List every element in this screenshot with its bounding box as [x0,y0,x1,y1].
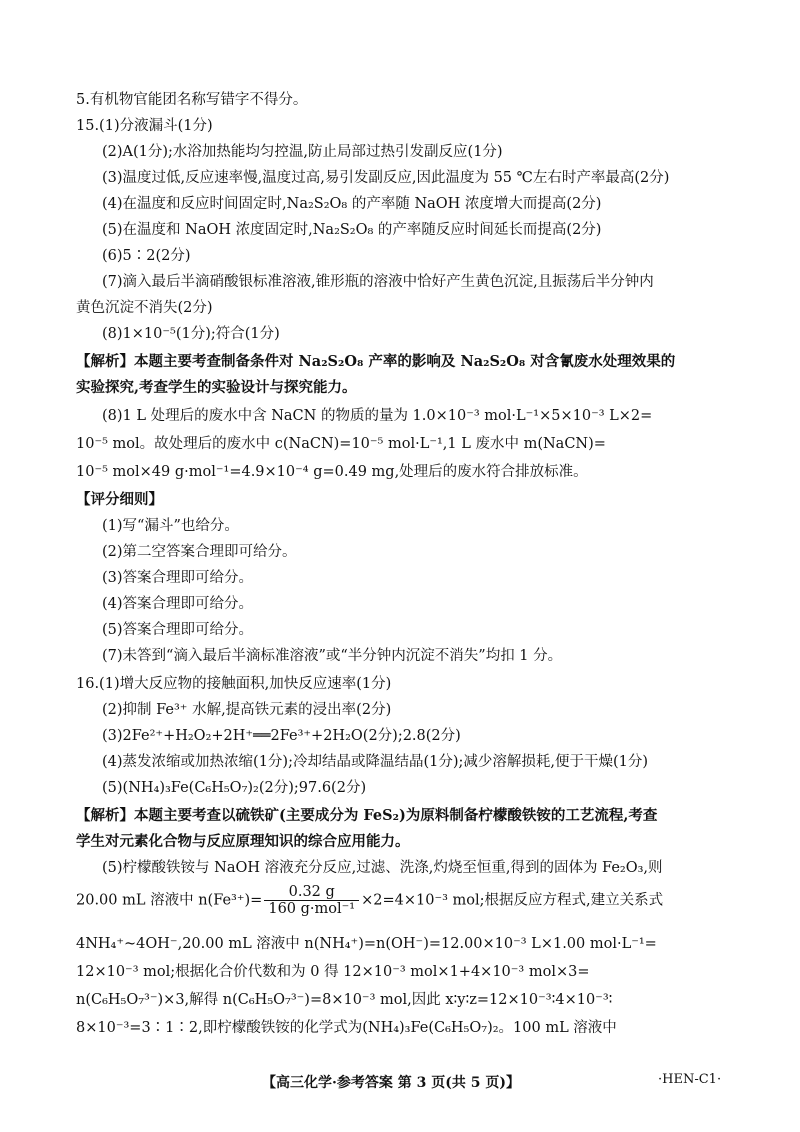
fe-amount-result: ×2=4×10⁻³ mol;根据反应方程式,建立关系式 [361,892,664,909]
q16-analysis-5e: n(C₆H₅O₇³⁻)×3,解得 n(C₆H₅O₇³⁻)=8×10⁻³ mol,因此 x∶y∶z=12×10⁻³∶4×10⁻³∶ [76,992,613,1008]
scoring-rule-4: (4)答案合理即可给分。 [102,596,254,612]
q15-answer-3: (3)温度过低,反应速率慢,温度过高,易引发副反应,因此温度为 55 ℃左右时产率最高(2分) [102,170,670,186]
q15-analysis-cont: 实验探究,考查学生的实验设计与探究能力。 [76,379,357,396]
fe-amount-text: 20.00 mL 溶液中 n(Fe³⁺)= [76,892,263,909]
q16-analysis-5c: 4NH₄⁺~4OH⁻,20.00 mL 溶液中 n(NH₄⁺)=n(OH⁻)=12.00×10⁻³ L×1.00 mol·L⁻¹= [76,936,657,952]
rule-5: 5.有机物官能团名称写错字不得分。 [76,92,308,108]
q16-answer-5: (5)(NH₄)₃Fe(C₆H₅O₇)₂(2分);97.6(2分) [102,780,367,796]
scoring-rule-3: (3)答案合理即可给分。 [102,570,254,586]
page-code: ·HEN-C1· [658,1072,722,1087]
q15-answer-1: 15.(1)分液漏斗(1分) [76,118,213,134]
q15-analysis-8a: (8)1 L 处理后的废水中含 NaCN 的物质的量为 1.0×10⁻³ mol·L⁻¹×5×10⁻³ L×2= [102,408,653,424]
page-footer: 【高三化学·参考答案 第 3 页(共 5 页)】 [262,1075,520,1091]
fraction-numerator: 0.32 g [264,884,359,901]
q16-analysis-5b [76,884,663,917]
q16-answer-1: 16.(1)增大反应物的接触面积,加快反应速率(1分) [76,676,392,692]
q16-answer-4: (4)蒸发浓缩或加热浓缩(1分);冷却结晶或降温结晶(1分);减少溶解损耗,便于干燥(1分) [102,754,649,770]
scoring-rules-heading: 【评分细则】 [76,491,163,508]
q16-analysis-5d: 12×10⁻³ mol;根据化合价代数和为 0 得 12×10⁻³ mol×1+4×10⁻³ mol×3= [76,964,590,980]
q15-answer-7: (7)滴入最后半滴硝酸银标准溶液,锥形瓶的溶液中恰好产生黄色沉淀,且振荡后半分钟内 [102,274,654,290]
q15-analysis-8b: 10⁻⁵ mol。故处理后的废水中 c(NaCN)=10⁻⁵ mol·L⁻¹,1 L 废水中 m(NaCN)= [76,436,606,452]
fraction-denominator: 160 g·mol⁻¹ [268,901,356,917]
q15-answer-6: (6)5∶2(2分) [102,248,191,264]
mass-fraction [264,884,359,917]
q15-analysis-8c: 10⁻⁵ mol×49 g·mol⁻¹=4.9×10⁻⁴ g=0.49 mg,处理后的废水符合排放标准。 [76,464,588,480]
q16-answer-3: (3)2Fe²⁺+H₂O₂+2H⁺══2Fe³⁺+2H₂O(2分);2.8(2分) [102,728,461,744]
q15-answer-7-cont: 黄色沉淀不消失(2分) [76,300,213,316]
q15-answer-2: (2)A(1分);水浴加热能均匀控温,防止局部过热引发副反应(1分) [102,144,503,160]
scoring-rule-5: (5)答案合理即可给分。 [102,622,254,638]
q16-analysis-5f: 8×10⁻³=3∶1∶2,即柠檬酸铁铵的化学式为(NH₄)₃Fe(C₆H₅O₇)₂。100 mL 溶液中 [76,1020,617,1036]
scoring-rule-2: (2)第二空答案合理即可给分。 [102,544,297,560]
q15-analysis-heading: 【解析】本题主要考查制备条件对 Na₂S₂O₈ 产率的影响及 Na₂S₂O₈ 对含氰废水处理效果的 [76,353,676,370]
q16-answer-2: (2)抑制 Fe³⁺ 水解,提高铁元素的浸出率(2分) [102,702,392,718]
q15-answer-4: (4)在温度和反应时间固定时,Na₂S₂O₈ 的产率随 NaOH 浓度增大而提高(2分) [102,196,602,212]
q15-answer-5: (5)在温度和 NaOH 浓度固定时,Na₂S₂O₈ 的产率随反应时间延长而提高(2分) [102,222,602,238]
q16-analysis-cont: 学生对元素化合物与反应原理知识的综合应用能力。 [76,833,410,850]
scoring-rule-7: (7)未答到“滴入最后半滴标准溶液”或“半分钟内沉淀不消失”均扣 1 分。 [102,648,563,664]
q15-answer-8: (8)1×10⁻⁵(1分);符合(1分) [102,326,280,342]
q16-analysis-heading: 【解析】本题主要考查以硫铁矿(主要成分为 FeS₂)为原料制备柠檬酸铁铵的工艺流程,考查 [76,807,658,824]
q16-analysis-5a: (5)柠檬酸铁铵与 NaOH 溶液充分反应,过滤、洗涤,灼烧至恒重,得到的固体为 Fe₂O₃,则 [102,860,663,876]
scoring-rule-1: (1)写“漏斗”也给分。 [102,518,239,534]
